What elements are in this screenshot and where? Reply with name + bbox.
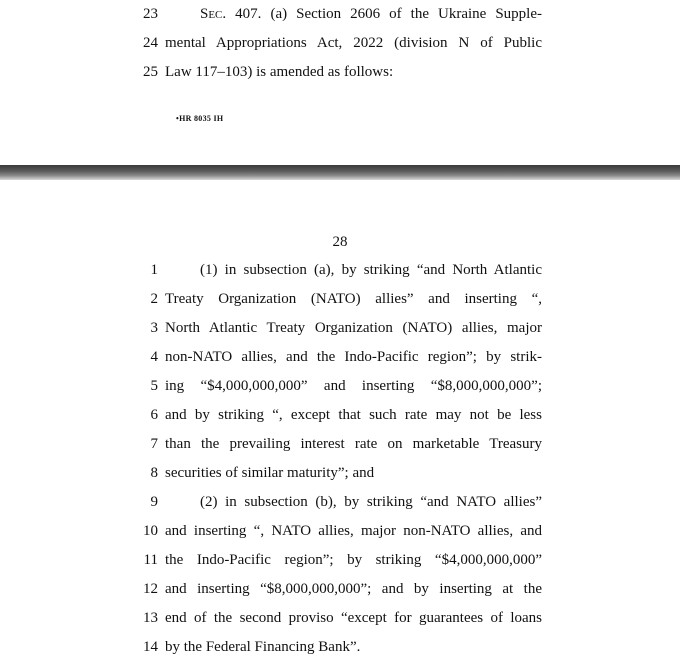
line-number: 3 — [150, 320, 158, 336]
line-text: and by striking “, except that such rate may not be less — [165, 407, 542, 423]
text-line-23 — [0, 2, 680, 26]
line-number: 10 — [143, 523, 158, 539]
line-text: mental Appropriations Act, 2022 (division N of Public — [165, 35, 542, 51]
line-number: 25 — [143, 64, 158, 80]
line-text: Law 117–103) is amended as follows: — [165, 64, 394, 80]
text-line-11 — [0, 548, 680, 572]
text-line-10 — [0, 519, 680, 543]
text-line-3 — [0, 316, 680, 340]
text-line-24 — [0, 31, 680, 55]
text-line-13 — [0, 606, 680, 630]
page-separator — [0, 165, 680, 180]
page-number: 28 — [332, 234, 348, 250]
text-line-6 — [0, 403, 680, 427]
line-number: 11 — [143, 552, 158, 568]
document-page-28 — [0, 180, 680, 667]
line-text: than the prevailing interest rate on marketable Treasury — [165, 436, 542, 452]
text-line-2 — [0, 287, 680, 311]
line-text: and inserting “$8,000,000,000”; and by inserting at the — [165, 581, 542, 597]
line-text: the Indo-Pacific region”; by striking “$4,000,000,000” — [165, 552, 542, 568]
line-number: 23 — [143, 6, 158, 22]
line-number: 9 — [150, 494, 158, 510]
line-number: 1 — [150, 262, 158, 278]
line-number: 5 — [150, 378, 158, 394]
line-number: 6 — [150, 407, 158, 423]
line-text: by the Federal Financing Bank”. — [165, 639, 361, 655]
line-number: 8 — [150, 465, 158, 481]
line-text: North Atlantic Treaty Organization (NATO) allies, major — [165, 320, 542, 336]
line-number: 24 — [143, 35, 158, 51]
document-page-top — [0, 0, 680, 165]
line-text-body: 407. (a) Section 2606 of the Ukraine Supple- — [226, 6, 542, 22]
text-line-14 — [0, 635, 680, 659]
line-text: ing “$4,000,000,000” and inserting “$8,000,000,000”; — [165, 378, 542, 394]
line-text: non-NATO allies, and the Indo-Pacific region”; by strik- — [165, 349, 542, 365]
line-text: and inserting “, NATO allies, major non-NATO allies, and — [165, 523, 542, 539]
line-text: end of the second proviso “except for guarantees of loans — [165, 610, 542, 626]
line-text — [200, 2, 542, 26]
line-text: (1) in subsection (a), by striking “and North Atlantic — [200, 262, 542, 278]
text-line-8 — [0, 461, 680, 485]
line-text: Treaty Organization (NATO) allies” and inserting “, — [165, 291, 542, 307]
text-line-1 — [0, 258, 680, 282]
text-line-7 — [0, 432, 680, 456]
text-line-25 — [0, 60, 680, 84]
line-number: 2 — [150, 291, 158, 307]
line-text: securities of similar maturity”; and — [165, 465, 375, 481]
text-line-12 — [0, 577, 680, 601]
line-number: 4 — [150, 349, 158, 365]
line-number: 14 — [143, 639, 158, 655]
text-line-5 — [0, 374, 680, 398]
line-number: 12 — [143, 581, 158, 597]
text-line-4 — [0, 345, 680, 369]
text-line-9 — [0, 490, 680, 514]
line-text: (2) in subsection (b), by striking “and NATO allies” — [200, 494, 542, 510]
section-label: Sec. — [200, 6, 227, 22]
line-number: 7 — [150, 436, 158, 452]
bill-footer: •HR 8035 IH — [176, 114, 224, 123]
line-number: 13 — [143, 610, 158, 626]
